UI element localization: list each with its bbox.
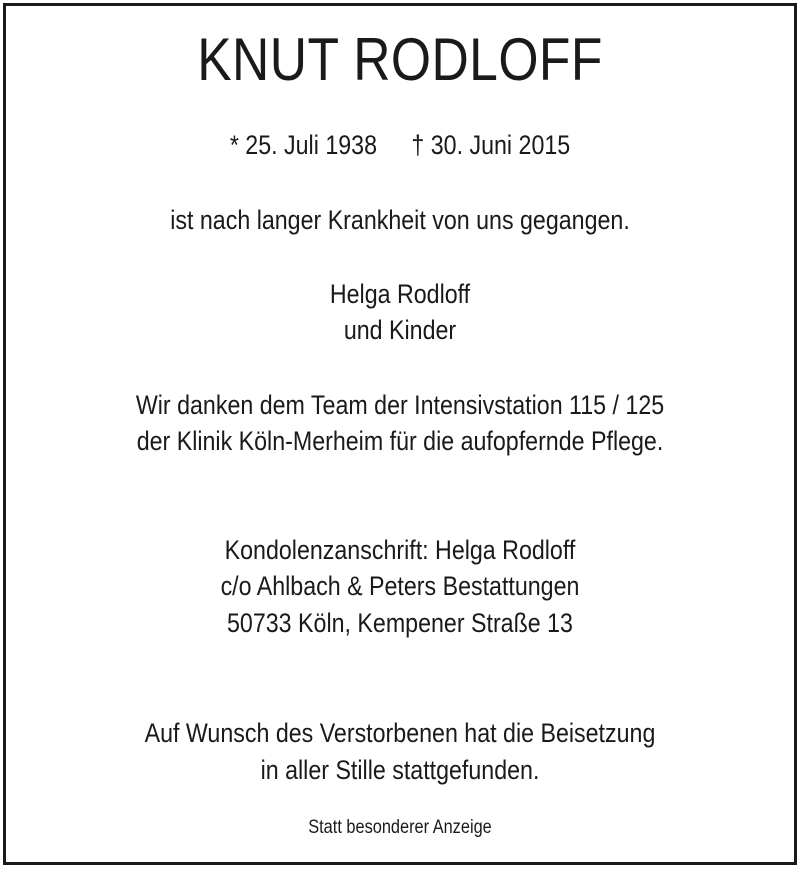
burial-note-line-2: in aller Stille stattgefunden. bbox=[260, 755, 540, 785]
condolence-address-line-1: Kondolenzanschrift: Helga Rodloff bbox=[224, 535, 576, 565]
statement-text: ist nach langer Krankheit von uns gegangen. bbox=[170, 205, 630, 235]
mourner-line-1: Helga Rodloff bbox=[329, 279, 471, 309]
thanks-line-2: der Klinik Köln-Merheim für die aufopfernde Pflege. bbox=[136, 426, 664, 456]
mourner-line-2: und Kinder bbox=[343, 315, 457, 345]
birth-date: * 25. Juli 1938 bbox=[229, 130, 377, 160]
thanks-line-1: Wir danken dem Team der Intensivstation 115 / 125 bbox=[135, 390, 665, 420]
condolence-address-line-2: c/o Ahlbach & Peters Bestattungen bbox=[220, 571, 580, 601]
footer-note: Statt besonderer Anzeige bbox=[308, 817, 492, 838]
condolence-address-line-3: 50733 Köln, Kempener Straße 13 bbox=[227, 608, 573, 638]
life-dates bbox=[56, 128, 744, 162]
burial-note-line-1: Auf Wunsch des Verstorbenen hat die Beisetzung bbox=[144, 718, 656, 748]
death-date: † 30. Juni 2015 bbox=[411, 130, 571, 160]
deceased-name: KNUT RODLOFF bbox=[197, 26, 603, 93]
